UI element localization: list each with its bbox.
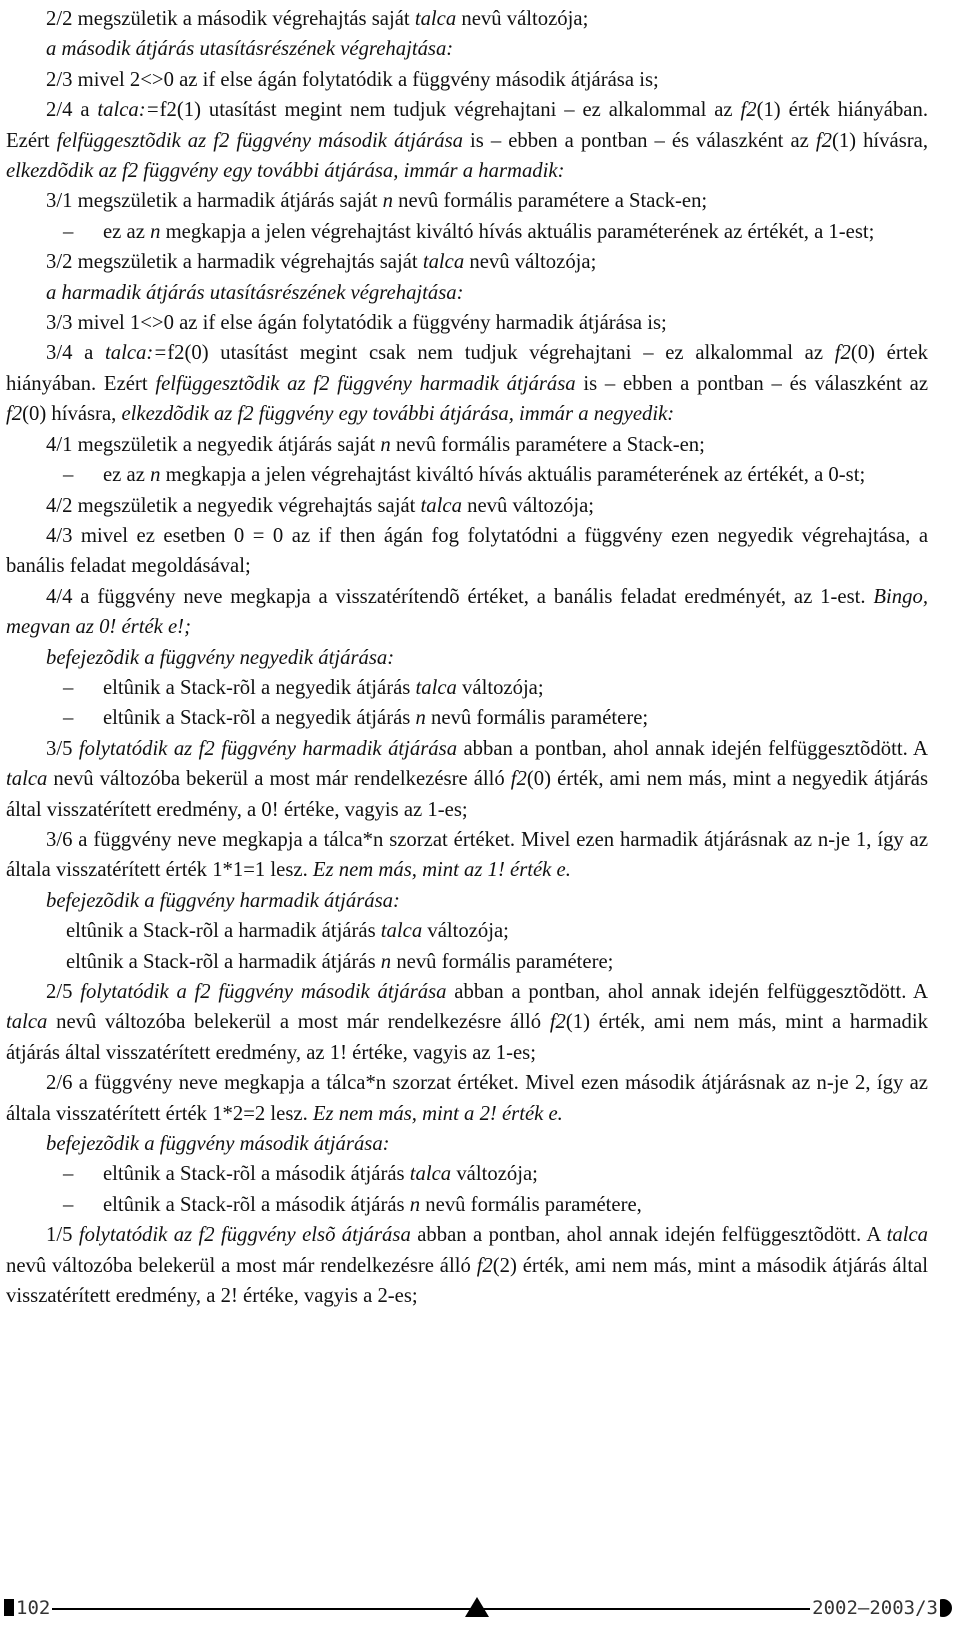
- italic-text: befejezõdik a függvény második átjárása:: [46, 1133, 390, 1156]
- paragraph: [6, 34, 928, 64]
- text-run: nevû változóba belekerül a most már rendelkezésre álló: [47, 1011, 550, 1034]
- dash-bullet: –: [63, 464, 74, 487]
- italic-text: talca:=: [105, 342, 168, 365]
- italic-text: talca: [422, 251, 465, 274]
- text-run: 2/2 megszületik a második végrehajtás saját: [46, 8, 415, 30]
- text-run: megkapja a jelen végrehajtást kiváltó hívás aktuális paraméterének az értékét, a 1-est;: [160, 220, 875, 243]
- italic-text: a harmadik átjárás utasításrészének végrehajtása:: [46, 281, 464, 304]
- paragraph: [6, 430, 928, 460]
- text-run: (1) hívásra,: [831, 129, 928, 152]
- text-run: 2/3 mivel 2<>0 az if else ágán folytatódik a függvény második átjárása is;: [46, 68, 659, 91]
- text-run: eltûnik a Stack-rõl a negyedik átjárás: [103, 676, 416, 699]
- body-text: [6, 4, 928, 1311]
- paragraph: [6, 186, 928, 216]
- paragraph: [6, 247, 928, 277]
- italic-text: elkezdõdik az f2 függvény egy további átjárása, immár a negyedik:: [121, 403, 675, 426]
- italic-text: elkezdõdik az f2 függvény egy további átjárása, immár a harmadik:: [6, 160, 565, 183]
- text-run: megkapja a jelen végrehajtást kiváltó hívás aktuális paraméterének az értékét, a 0-st;: [160, 464, 866, 487]
- text-run: 3/3 mivel 1<>0 az if else ágán folytatódik a függvény harmadik átjárása is;: [46, 312, 667, 335]
- italic-text: n: [380, 950, 392, 973]
- text-run: eltûnik a Stack-rõl a második átjárás: [103, 1193, 410, 1216]
- italic-text: talca: [6, 1011, 48, 1034]
- italic-text: felfüggesztõdik az f2 függvény második átjárása: [56, 129, 463, 152]
- italic-text: talca: [414, 8, 457, 30]
- italic-text: Ez nem más, mint az 1! érték e.: [312, 859, 571, 882]
- dash-bullet: –: [63, 676, 74, 699]
- paragraph: [6, 65, 928, 95]
- text-run: is – ebben a pontban – és válaszként az: [462, 129, 816, 152]
- paragraph: [6, 734, 928, 825]
- dash-bullet: –: [63, 1163, 74, 1186]
- bullet-item: [6, 673, 928, 703]
- text-run: eltûnik a Stack-rõl a második átjárás: [103, 1163, 410, 1186]
- text-run: (0) értek hiányában. Ezért: [6, 342, 928, 395]
- triangle-marker-icon: [465, 1597, 489, 1617]
- text-run: (0) hívásra,: [22, 403, 122, 426]
- text-run: eltûnik a Stack-rõl a negyedik átjárás: [103, 707, 416, 730]
- italic-text: befejezõdik a függvény negyedik átjárása:: [46, 646, 395, 669]
- italic-text: talca: [886, 1224, 929, 1247]
- italic-text: n: [380, 433, 391, 456]
- text-run: 4/4 a függvény neve megkapja a visszatérítendõ értéket, a banális feladat eredményét, az 1-est.: [46, 585, 874, 608]
- text-run: 3/1 megszületik a harmadik átjárás saját: [46, 190, 383, 213]
- italic-text: felfüggesztõdik az f2 függvény harmadik átjárása: [155, 372, 576, 395]
- text-run: 3/5: [46, 737, 79, 760]
- italic-text: talca: [380, 920, 423, 943]
- paragraph: [6, 1220, 928, 1311]
- text-run: eltûnik a Stack-rõl a harmadik átjárás: [66, 920, 381, 943]
- paragraph: [6, 278, 928, 308]
- text-run: 3/2 megszületik a harmadik végrehajtás saját: [46, 251, 423, 274]
- paragraph: [6, 491, 928, 521]
- text-run: f2(0) utasítást megint csak nem tudjuk végrehajtani – ez alkalommal az: [167, 342, 835, 365]
- paragraph: [6, 521, 928, 582]
- paragraph: [6, 825, 928, 886]
- paragraph: [6, 916, 928, 946]
- text-run: f2(1) utasítást megint nem tudjuk végrehajtani – ez alkalommal az: [159, 99, 741, 122]
- italic-text: f2: [740, 99, 757, 122]
- paragraph: [6, 95, 928, 186]
- text-run: is – ebben a pontban – és válaszként az: [575, 372, 928, 395]
- italic-text: n: [409, 1193, 421, 1216]
- text-run: 4/1 megszületik a negyedik átjárás saját: [46, 433, 381, 456]
- italic-text: talca:=: [97, 99, 160, 122]
- text-run: nevû formális paramétere,: [420, 1193, 642, 1216]
- text-run: nevû formális paramétere a Stack-en;: [392, 190, 708, 213]
- dash-bullet: –: [63, 1193, 74, 1216]
- paragraph: [6, 582, 928, 643]
- text-run: abban a pontban, ahol annak idején felfüggesztõdött. A: [457, 737, 929, 760]
- paragraph: [6, 643, 928, 673]
- text-run: nevû formális paramétere a Stack-en;: [390, 433, 705, 456]
- text-run: abban a pontban, ahol annak idején felfüggesztõdött. A: [410, 1224, 887, 1247]
- italic-text: f2: [510, 768, 527, 791]
- italic-text: folytatódik az f2 függvény harmadik átjárása: [78, 737, 458, 760]
- paragraph: [6, 4, 928, 34]
- text-run: nevû változója;: [464, 251, 597, 274]
- italic-text: n: [150, 464, 161, 487]
- italic-text: folytatódik az f2 függvény elsõ átjárása: [78, 1224, 411, 1247]
- text-run: változója;: [456, 676, 544, 699]
- italic-text: n: [415, 707, 426, 730]
- text-run: változója;: [422, 920, 509, 943]
- bullet-item: [6, 703, 928, 733]
- text-run: 1/5: [46, 1224, 79, 1247]
- text-run: nevû változója;: [461, 494, 595, 517]
- text-run: abban a pontban, ahol annak idején felfüggesztõdött. A: [446, 981, 928, 1003]
- text-run: ez az: [103, 220, 151, 243]
- text-run: nevû változóba bekerül a most már rendelkezésre álló: [47, 768, 511, 791]
- dash-bullet: –: [63, 220, 74, 243]
- text-run: 4/3 mivel ez esetben 0 = 0 az if then ágán fog folytatódni a függvény ezen negyedik végrehajtása, a banális feladat megoldásával;: [6, 524, 928, 578]
- paragraph: [6, 947, 928, 977]
- paragraph: [6, 886, 928, 916]
- text-run: (1) érték hiányában. Ezért: [6, 99, 928, 152]
- text-run: 4/2 megszületik a negyedik végrehajtás saját: [46, 494, 421, 517]
- text-run: nevû változója;: [456, 8, 589, 30]
- text-run: 3/6 a függvény neve megkapja a tálca*n szorzat értéket. Mivel ezen harmadik átjárásnak az n-je 1, így az általa visszatérített érték 1*1=1 lesz.: [6, 828, 928, 882]
- text-run: nevû formális paramétere;: [425, 707, 649, 730]
- italic-text: f2: [834, 342, 851, 365]
- italic-text: a második átjárás utasításrészének végrehajtása:: [46, 38, 454, 61]
- issue-label: 2002–2003/3: [812, 1597, 938, 1619]
- paragraph: [6, 338, 928, 429]
- text-run: (0) érték, ami nem más, mint a negyedik átjárás által visszatérített eredmény, a 0! értéke, vagyis az 1-es;: [6, 768, 928, 821]
- italic-text: n: [382, 190, 393, 213]
- bullet-item: [6, 217, 928, 247]
- paragraph: [6, 977, 928, 1068]
- bullet-item: [6, 1159, 928, 1189]
- text-run: 2/4 a: [46, 99, 98, 122]
- page-number: 102: [16, 1597, 51, 1619]
- text-run: (2) érték, ami nem más, mint a második átjárás által visszatérített eredmény, a 2! értéke, vagyis a 2-es;: [6, 1254, 928, 1308]
- dash-bullet: –: [63, 707, 74, 730]
- italic-text: f2: [6, 403, 23, 426]
- text-run: 2/5: [46, 981, 81, 1003]
- text-run: (1) érték, ami nem más, mint a harmadik átjárás által visszatérített eredmény, az 1! értéke, vagyis az 1-es;: [6, 1011, 928, 1064]
- text-run: eltûnik a Stack-rõl a harmadik átjárás: [66, 950, 381, 973]
- italic-text: f2: [476, 1254, 493, 1277]
- text-run: 2/6 a függvény neve megkapja a tálca*n szorzat értéket. Mivel ezen második átjárásnak az n-je 2, így az általa visszatérített érték 1*2=2 lesz.: [6, 1072, 928, 1125]
- text-run: ez az: [103, 464, 151, 487]
- italic-text: talca: [420, 494, 462, 517]
- italic-text: f2: [549, 1011, 566, 1034]
- italic-text: Ez nem más, mint a 2! érték e.: [312, 1102, 563, 1125]
- italic-text: talca: [415, 676, 457, 699]
- text-run: nevû formális paramétere;: [391, 950, 614, 973]
- italic-text: talca: [6, 768, 48, 791]
- italic-text: f2: [815, 129, 832, 152]
- text-run: nevû változóba belekerül a most már rendelkezésre álló: [6, 1254, 477, 1277]
- italic-text: Bingo, megvan az 0! érték e!;: [6, 585, 928, 639]
- italic-text: talca: [409, 1163, 452, 1186]
- italic-text: n: [150, 220, 161, 243]
- page-footer: [0, 1591, 960, 1625]
- text-run: változója;: [451, 1163, 538, 1186]
- paragraph: [6, 308, 928, 338]
- bullet-item: [6, 1190, 928, 1220]
- italic-text: befejezõdik a függvény harmadik átjárása:: [46, 889, 400, 912]
- paragraph: [6, 1129, 928, 1159]
- bullet-item: [6, 460, 928, 490]
- paragraph: [6, 1068, 928, 1129]
- text-run: 3/4 a: [46, 342, 106, 365]
- italic-text: folytatódik a f2 függvény második átjárása: [80, 981, 447, 1003]
